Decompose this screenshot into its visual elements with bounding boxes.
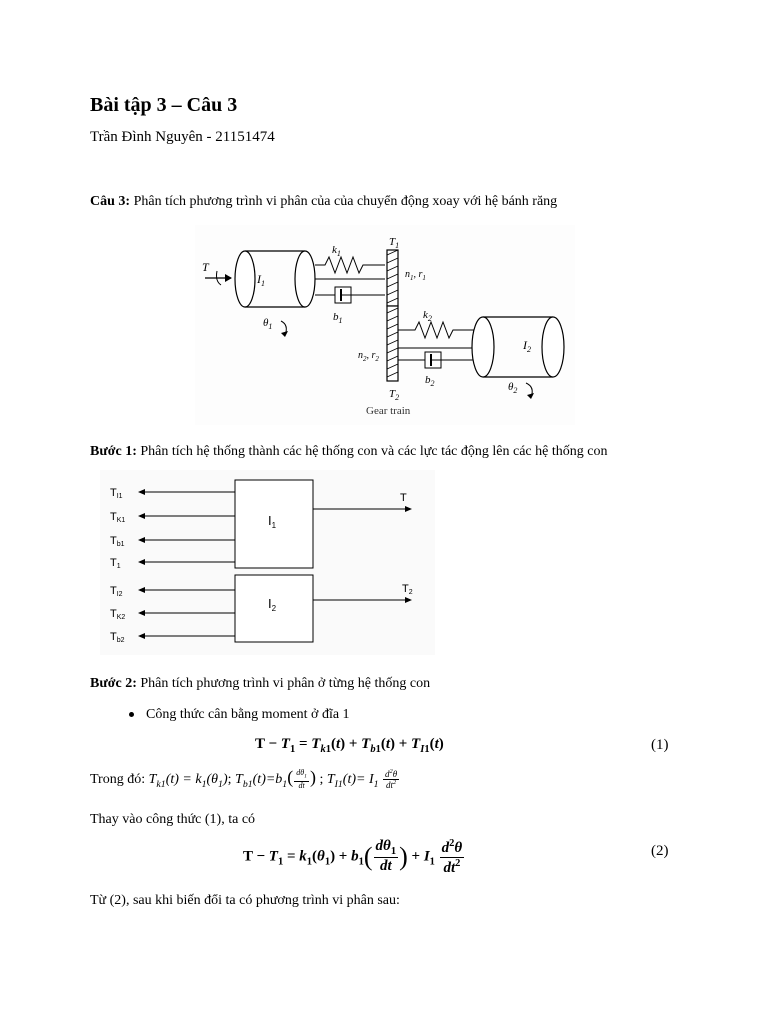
gear-n2-r2-label: $n_2$, $r_2$: [358, 350, 379, 363]
gear-train-diagram: [195, 225, 575, 425]
where-sep1: ;: [227, 772, 236, 787]
inertia-i1-label: $I_1$: [257, 272, 265, 288]
page-title: Bài tập 3 – Câu 3: [90, 94, 238, 116]
question-text: Phân tích phương trình vi phân của của chuyển động xoay với hệ bánh răng: [130, 194, 558, 209]
def-tb1: $T_{b1}(t)=b_1$( $\frac{d\theta_1}{dt}$ ): [235, 767, 316, 790]
force-label-tb2: Tb2: [110, 631, 125, 644]
figure1-caption: Gear train: [366, 405, 411, 417]
gear-t2-label: $T_2$: [389, 388, 400, 402]
from-eq2-paragraph: Từ (2), sau khi biến đổi ta có phương trình vi phân sau:: [90, 893, 400, 908]
subsystem-i1-label: $I_1$: [268, 513, 277, 530]
gear-t1-label: $T_1$: [389, 236, 400, 250]
force-label-ti2: TI2: [110, 585, 123, 598]
bullet-dot: [129, 712, 134, 717]
equation-2-number: (2): [651, 843, 669, 859]
theta2-label: $\theta_2$: [508, 381, 518, 395]
def-ti1: $T_{I1}(t)= I_1$ $\frac{d^2\theta}{dt^2}$: [326, 767, 398, 791]
subsystem-block-diagram: [100, 470, 435, 655]
step2-text: Phân tích phương trình vi phân ở từng hệ thống con: [136, 676, 431, 691]
author-line: Trần Đình Nguyên - 21151474: [90, 129, 275, 145]
force-label-tk2: TK2: [110, 608, 126, 621]
question-paragraph: [90, 193, 557, 211]
spring-k2-label: $k_2$: [423, 309, 432, 323]
step1-label: Bước 1:: [90, 444, 137, 459]
theta1-label: $\theta_1$: [263, 317, 273, 331]
force-label-tb1: Tb1: [110, 535, 125, 548]
step1-paragraph: [90, 443, 607, 461]
force-label-t1: T1: [110, 557, 121, 570]
gear-1: [387, 250, 398, 306]
gear-2: [387, 306, 398, 381]
spring-k1-label: $k_1$: [332, 244, 341, 258]
output-label-t2: T2: [402, 583, 413, 596]
equation-1: $T - T_1 = T_{k1}(t) + T_{b1}(t) + T_{I1}(t)$: [255, 736, 444, 755]
gear-n1-r1-label: $n_1$, $r_1$: [405, 269, 426, 282]
step2-paragraph: [90, 675, 430, 693]
def-tk1: $T_{k1}(t) = k_1(\theta_1)$: [148, 772, 228, 790]
question-label: Câu 3:: [90, 194, 131, 209]
damper-b2-label: $b_2$: [425, 374, 435, 388]
where-prefix: Trong đó:: [90, 772, 149, 787]
equation-1-number: (1): [651, 737, 669, 753]
equation-2: $T - T_1 = k_1(\theta_1) + b_1$( $\frac{d\theta_1}{dt}$ ) + $I_1$ $\frac{d^2\theta}{dt^2}$: [243, 838, 463, 876]
input-torque-label: T: [202, 260, 209, 274]
bullet-item-moment-balance: Công thức cân bằng moment ở đĩa 1: [146, 707, 350, 722]
damper-b1-label: $b_1$: [333, 311, 343, 325]
subsystem-i2-label: $I_2$: [268, 596, 277, 613]
step1-text: Phân tích hệ thống thành các hệ thống con và các lực tác động lên các hệ thống con: [136, 444, 608, 459]
step2-label: Bước 2:: [90, 676, 137, 691]
output-label-t: T: [400, 492, 407, 504]
force-label-ti1: TI1: [110, 487, 123, 500]
inertia-i2-label: $I_2$: [523, 338, 531, 354]
substitute-paragraph: Thay vào công thức (1), ta có: [90, 812, 256, 827]
force-label-tk1: TK1: [110, 511, 126, 524]
where-sep2: ;: [315, 772, 327, 787]
where-definitions: [90, 768, 400, 794]
